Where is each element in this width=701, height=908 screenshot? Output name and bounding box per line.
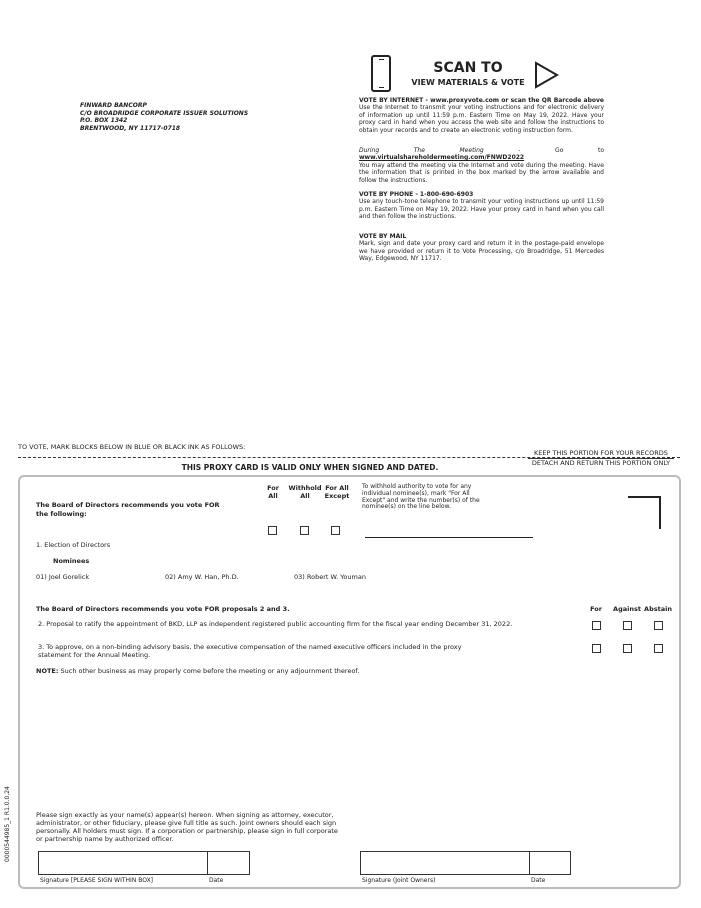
address-line: FINWARD BANCORP xyxy=(80,102,147,109)
return-text: DETACH AND RETURN THIS PORTION ONLY xyxy=(531,459,671,467)
vote-internet-heading: VOTE BY INTERNET - www.proxyvote.com or scan the QR Barcode above xyxy=(359,97,604,104)
mark-instructions: TO VOTE, MARK BLOCKS BELOW IN BLUE OR BLACK INK AS FOLLOWS: xyxy=(18,443,246,451)
vote-mail-body: Mark, sign and date your proxy card and return it in the postage-paid envelope we have provided or return it to Vote Processing, c/o Broadridge, 51 Mercedes Way, Edgewood, NY 11717. xyxy=(359,240,604,263)
col-label: Except xyxy=(324,492,350,500)
proposal-3: 3. To approve, on a non-binding advisory basis, the executive compensation of the named executive officers included in the proxy statement for the Annual Meeting. xyxy=(38,643,462,659)
keep-portion-note xyxy=(528,449,674,468)
signing-instructions: Please sign exactly as your name(s) appear(s) hereon. When signing as attorney, executor, administrator, or other fiduciary, please give full title as such. Joint owners should each sign personally. All holders must sign. If a corporation or partnership, please sign in full corporate or partnership name by authorized officer. xyxy=(36,811,338,843)
note xyxy=(36,667,359,675)
proposal-2-for-checkbox[interactable] xyxy=(592,621,601,630)
col-label: Withhold xyxy=(288,484,322,492)
col-for-all-except xyxy=(322,484,352,500)
joint-signature-label: Signature (Joint Owners) xyxy=(362,877,436,884)
nominee-2: 02) Amy W. Han, Ph.D. xyxy=(165,573,239,581)
nominee-number-line[interactable] xyxy=(365,537,533,538)
for-all-checkbox[interactable] xyxy=(268,526,277,535)
signature-label: Signature [PLEASE SIGN WITHIN BOX] xyxy=(40,877,154,884)
col-for: For xyxy=(590,605,602,613)
nominee-3: 03) Robert W. Youman xyxy=(294,573,366,581)
col-for-all xyxy=(259,484,287,500)
signature-box[interactable] xyxy=(38,851,208,875)
scan-subtitle: VIEW MATERIALS & VOTE xyxy=(411,78,525,87)
control-number-box-corner xyxy=(628,496,661,529)
nominee-1: 01) Joel Gorelick xyxy=(36,573,90,581)
col-abstain: Abstain xyxy=(644,605,672,613)
note-body: Such other business as may properly come before the meeting or any adjournment thereof. xyxy=(58,667,360,675)
proposal-3-against-checkbox[interactable] xyxy=(623,644,632,653)
note-label: NOTE: xyxy=(36,667,59,675)
smartphone-icon xyxy=(371,55,391,92)
vote-phone xyxy=(359,191,604,221)
col-withhold-all xyxy=(285,484,325,500)
address-line: BRENTWOOD, NY 11717-0718 xyxy=(80,124,181,132)
proposal-2-abstain-checkbox[interactable] xyxy=(654,621,663,630)
vote-mail xyxy=(359,233,604,263)
for-all-except-checkbox[interactable] xyxy=(331,526,340,535)
meeting-body: You may attend the meeting via the Internet and vote during the meeting. Have the information that is printed in the box marked by the arrow available and follow the instructions. xyxy=(359,161,604,184)
address-line: C/O BROADRIDGE CORPORATE ISSUER SOLUTIONS xyxy=(80,109,249,117)
address-line: P.O. BOX 1342 xyxy=(80,117,128,125)
meeting-label: During The Meeting xyxy=(359,147,484,154)
col-against: Against xyxy=(613,605,641,613)
vote-mail-heading: VOTE BY MAIL xyxy=(359,233,407,240)
joint-date-label: Date xyxy=(531,877,546,884)
vote-internet xyxy=(359,97,604,134)
proposal-2-against-checkbox[interactable] xyxy=(623,621,632,630)
proposal-2: 2. Proposal to ratify the appointment of BKD, LLP as independent registered public accounting firm for the fiscal year ending December 31, 2022. xyxy=(38,620,513,628)
proposal-3-abstain-checkbox[interactable] xyxy=(654,644,663,653)
vote-during-meeting xyxy=(359,147,604,184)
col-label: All xyxy=(268,492,278,500)
joint-date-box[interactable] xyxy=(529,851,571,875)
scan-title: SCAN TO xyxy=(433,60,503,76)
form-code: 0000544985_1 R1.0.0.24 xyxy=(4,786,11,862)
vote-phone-heading: VOTE BY PHONE - 1-800-690-6903 xyxy=(359,191,474,198)
meeting-goto: - Go to xyxy=(483,147,604,154)
vote-internet-body: Use the Internet to transmit your voting instructions and for electronic delivery of information up until 11:59 p.m. Eastern Time on May 19, 2022. Have your proxy card in hand when you access the web site and follow the instructions to obtain your records and to create an electronic voting instruction form. xyxy=(359,104,604,134)
board-recommendation-2: The Board of Directors recommends you vote FOR proposals 2 and 3. xyxy=(36,605,290,613)
board-recommendation: The Board of Directors recommends you vote FOR the following: xyxy=(36,501,220,518)
proposal-3-for-checkbox[interactable] xyxy=(592,644,601,653)
joint-signature-box[interactable] xyxy=(360,851,530,875)
arrow-right-icon xyxy=(534,61,560,89)
col-label: For xyxy=(267,484,279,492)
col-label: All xyxy=(300,492,310,500)
valid-notice: THIS PROXY CARD IS VALID ONLY WHEN SIGNED AND DATED. xyxy=(181,463,439,472)
vote-phone-body: Use any touch-tone telephone to transmit your voting instructions up until 11:59 p.m. Eastern Time on May 19, 2022. Have your proxy card in hand when you call and then follow the instructions. xyxy=(359,198,604,221)
keep-text: KEEP THIS PORTION FOR YOUR RECORDS xyxy=(528,449,674,459)
return-address xyxy=(80,102,248,132)
withhold-all-checkbox[interactable] xyxy=(300,526,309,535)
nominees-label: Nominees xyxy=(53,557,90,565)
date-label: Date xyxy=(209,877,224,884)
meeting-url-link[interactable]: www.virtualshareholdermeeting.com/FNWD2022 xyxy=(359,154,525,162)
date-box[interactable] xyxy=(207,851,250,875)
col-label: For All xyxy=(325,484,349,492)
withhold-instructions: To withhold authority to vote for any individual nominee(s), mark "For All Except" and write the number(s) of the nominee(s) on the line below. xyxy=(362,483,480,511)
election-heading: 1. Election of Directors xyxy=(36,541,111,549)
